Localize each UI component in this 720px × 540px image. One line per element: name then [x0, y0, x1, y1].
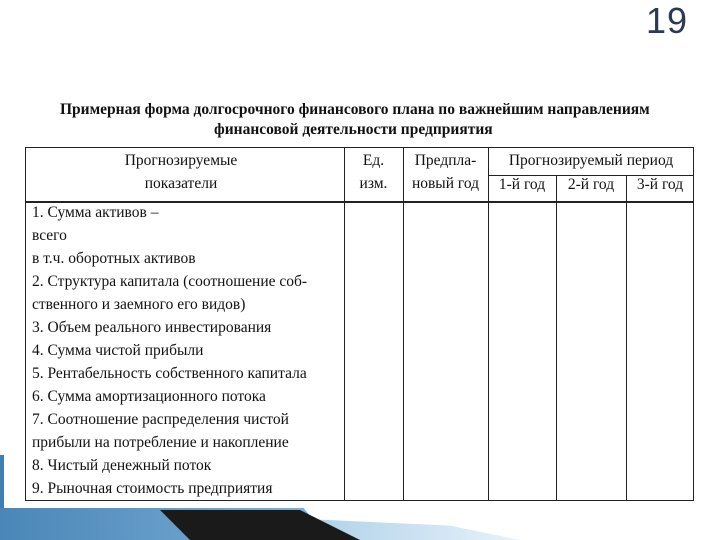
- table-row: 7. Соотношение распределения чистой: [32, 411, 289, 428]
- table-row: в т.ч. оборотных активов: [32, 250, 196, 267]
- header-indicators: Прогнозируемые: [124, 152, 238, 169]
- table-row: 2. Структура капитала (соотношение соб-: [32, 273, 308, 290]
- header-divider: [26, 201, 694, 203]
- header-unit: Ед.: [362, 152, 385, 169]
- col-divider: [556, 175, 557, 500]
- header-unit-2: изм.: [359, 175, 388, 192]
- table-row: всего: [32, 227, 67, 244]
- header-year-3: 3-й год: [636, 176, 684, 193]
- header-year-1: 1-й год: [498, 176, 546, 193]
- header-forecast-period: Прогнозируемый период: [508, 152, 674, 169]
- header-planned-2: новый год: [411, 175, 480, 192]
- table-row: 4. Сумма чистой прибыли: [32, 342, 204, 359]
- header-indicators-2: показатели: [144, 175, 218, 192]
- table-row: прибыли на потребление и накопление: [32, 434, 289, 451]
- title-line-1: Примерная форма долгосрочного финансового плана по важнейшим направлениям: [60, 101, 650, 118]
- table-row: 3. Объем реального инвестирования: [32, 319, 272, 336]
- table-row: 1. Сумма активов –: [32, 204, 159, 221]
- table-row: 8. Чистый денежный поток: [32, 457, 212, 474]
- table-row: 5. Рентабельность собственного капитала: [32, 365, 307, 382]
- decorative-wave-dark: [160, 510, 360, 540]
- table-row: 6. Сумма амортизационного потока: [32, 388, 266, 405]
- table-row: 9. Рыночная стоимость предприятия: [32, 480, 273, 497]
- table-row: ственного и заемного его видов): [32, 296, 246, 313]
- decorative-side-line: [0, 455, 4, 510]
- financial-plan-table: [25, 147, 694, 501]
- slide-number: 19: [645, 0, 688, 41]
- header-year-2: 2-й год: [567, 176, 615, 193]
- title-line-2: финансовой деятельности предприятия: [214, 121, 493, 138]
- col-divider: [626, 175, 627, 500]
- header-planned: Предпла-: [414, 152, 477, 169]
